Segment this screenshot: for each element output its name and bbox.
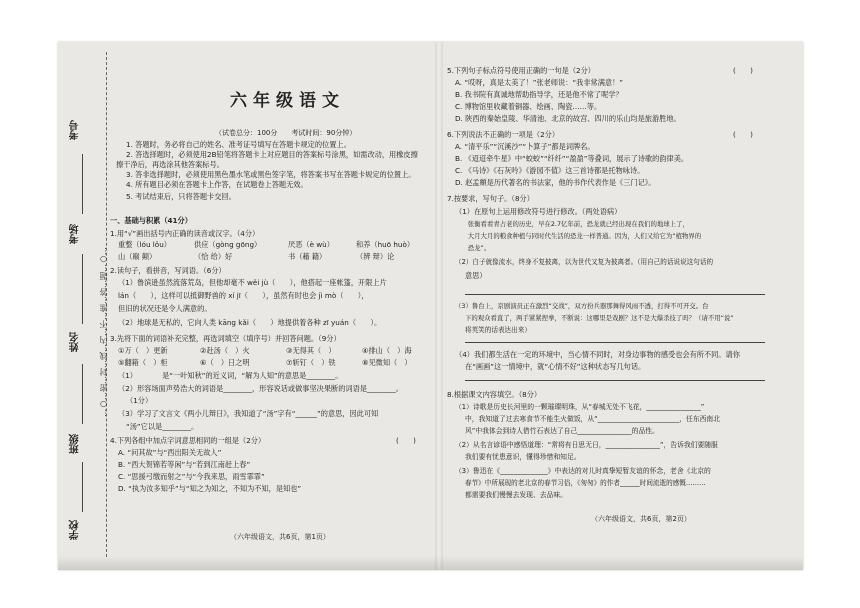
q7-line: 下的观众看直了，两手紧紧捏拳，不断说：这哪里是戏剧？这不是大爆杀技了吗？（请不用“说”	[465, 314, 734, 322]
note-line: 2. 答选择题时，必须使用2B铅笔将答题卡上对应题目的答案标号涂黑，如需改动，用橡皮擦	[126, 150, 418, 159]
q7-line: 将英笑的话表达出来）	[465, 326, 531, 334]
section-heading: 一、基础与积累（41分）	[110, 216, 192, 225]
q6-option[interactable]: D. 赵孟頫是历代著名的书法家，他的书作代表作是《三门记》。	[455, 178, 656, 187]
field-kaochang-line[interactable]	[82, 254, 83, 324]
q7-line: （1）在原句上运用修改符号进行修改。（两处语病）	[455, 207, 622, 216]
note-line: 1. 答题时，务必将自己的姓名、准考证号填写在答题卡规定的位置上。	[126, 140, 351, 149]
q6-option[interactable]: A. “清平乐”“沉溪沙”“卜算子”都是词牌名。	[455, 142, 595, 151]
q1-option[interactable]: （辨 辩）论	[356, 252, 395, 261]
question-4: 4.下列各组中加点字词意思相同的一组是（2分）	[110, 436, 266, 445]
q2-line: 但旧的状况还是令人满意的。	[118, 304, 212, 313]
q3-idiom[interactable]: ⑤翻箱（ ）柜	[118, 358, 168, 367]
q7-line: 在“画画”这一情境中，就“心情不好”这种状态写几句话。	[465, 362, 646, 371]
q3-idiom[interactable]: ④排山（ ）海	[362, 346, 412, 355]
q4-option[interactable]: A. “问其故”与“西出阳关无故人”	[118, 448, 222, 457]
question-8: 8.根据课文内容填空。（8分）	[447, 390, 542, 399]
q2-line: （2）地球是无私的，它向人类 kāng kǎi（ ）地提供着各种 zī yuán（ ）。	[118, 318, 382, 327]
center-fold	[435, 42, 443, 570]
q1-option[interactable]: 供应（gòng gōng）	[194, 240, 262, 249]
question-7: 7.按要求，写句子。（8分）	[447, 194, 534, 203]
q3-idiom[interactable]: ③无得其（ ）	[286, 346, 336, 355]
q8-line: 都需要我们慢慢去发现、去品味。	[465, 491, 567, 499]
paper-shadow	[58, 556, 803, 570]
note-line: 5. 考试结束后，只将答题卡交回。	[126, 192, 236, 201]
answer-bracket[interactable]: ( )	[733, 66, 753, 75]
q3-idiom[interactable]: ⑥（ ）日之明	[200, 358, 250, 367]
exam-page-2	[443, 42, 803, 570]
field-name-label: 姓名	[70, 332, 81, 352]
q3-idiom[interactable]: ⑧见微知（ ）	[362, 358, 412, 367]
field-name-line[interactable]	[82, 364, 83, 424]
q7-line: 大月大月的粮食种植与同时代生活的恐龙一样普通。因为，人们又给它为“植物界的	[455, 232, 702, 240]
field-school-label: 学校	[70, 520, 81, 540]
q6-option[interactable]: B. 《迢迢牵牛星》中“蛟蛟”“纤纤”“盈盈”等叠词，展示了诗歌的韵律美。	[455, 154, 689, 163]
answer-line[interactable]	[465, 294, 765, 295]
question-5: 5.下列句子标点符号使用正确的一句是（2分）	[447, 66, 595, 75]
q1-option[interactable]: 厌恶（è wù）	[288, 240, 334, 249]
q2-line: （1）鲁滨逊虽然流落荒岛，但他却毫不 wěi jù（ ），他搭起一座帐篷，开限上片	[118, 278, 387, 287]
field-class-label: 班级	[70, 434, 81, 454]
q4-option[interactable]: C. “思援弓缴而射之”与“今我来思，雨雪霏霏”	[118, 472, 265, 481]
q1-option[interactable]: 和养（huō huò）	[356, 240, 415, 249]
q8-line: 我们要有忧患意识，懂得珍惜和知足。	[465, 453, 581, 461]
exam-page-1	[58, 42, 435, 570]
q3-line: （2）形容场面声势浩大的词语是________，形容说话或做事坚决果断的词语是________。	[118, 384, 403, 393]
q8-line: （3）鲁迅在《______________》中表达的对儿时真挚短暂友谊的怀念，老舍《北京的	[455, 467, 711, 475]
q3-idiom[interactable]: ⑦斩钉（ ）铁	[286, 358, 336, 367]
q1-option[interactable]: （恰 给）好	[194, 252, 233, 261]
q7-line: 张衡看看青占老的历史，早在2.7亿年前，恐龙就已经出现在我们的地球上了，	[455, 220, 689, 228]
q5-option[interactable]: A. “哎呀，真是太美了！”张老师说：“我非常满意！”	[455, 78, 624, 87]
q3-line: （1） 是“一叶知秋”的近义词，“解为人知”的意思是________。	[118, 371, 343, 380]
seal-warning-text: …○…密…封…线…内…不…准…答…题…○…	[99, 247, 108, 417]
q5-option[interactable]: B. 我书院有真诚地帮助指导学，还是他不常了呢学？	[455, 90, 623, 99]
page-footer: （六年级语文，共6页，第1页）	[230, 533, 330, 541]
page-footer: （六年级语文，共6页，第2页）	[591, 515, 691, 523]
q4-option[interactable]: D. “执为汝多知乎”与“知之为知之，不知为不知，是知也”	[118, 484, 302, 493]
q8-line: （2）从名言谚语中感悟道理：“常将有日思无日，________________”，告诉我们要随服	[455, 441, 718, 449]
question-3: 3.先将下面的词语补充完整，再选词填空（填序号）并回答问题。（9分）	[110, 334, 341, 343]
q3-line: “汤”它以是________。	[126, 422, 199, 431]
exam-title: 六年级语文	[230, 91, 345, 111]
q8-line: （1）诗歌是历史长河里的一颗璀璨明珠，从“春城无处不飞花，________________”	[455, 403, 705, 411]
q8-line: 风”中我体会到诗人借竹石表达了自己________________的品性。	[465, 427, 659, 435]
question-1: 1.用“√”画出括号内正确的读音或汉字。（4分）	[110, 229, 260, 238]
exam-sheet	[58, 42, 803, 570]
q5-option[interactable]: C. 博物馆里收藏着铜器、绘画、陶瓷……等。	[455, 102, 602, 111]
note-line: 擦干净后，再选涂其他答案标号。	[116, 160, 224, 169]
q3-line: （1分）	[126, 396, 153, 405]
q2-line: lán（ ），这样可以抵御野兽的 xí jī（ ），虽然有时也会 jì mò（ ），	[118, 291, 369, 300]
q3-line: （3）学习了文言文《两小儿辩日》，我知道了“汤”字有“______”的意思，因此可知	[118, 409, 379, 418]
note-line: 3. 答非选择题时，必须使用黑色墨水笔或黑色签字笔，将答案书写在答题卡规定的位置上。	[126, 170, 416, 179]
q7-line: （4）我们都生活在一定的环境中，当心情不同时，对身边事物的感受也会有所不同。请你	[455, 350, 740, 359]
q8-line: 中，我知道了过去寒食节不能生火做饭，从“________________________，任东西南北	[465, 415, 721, 423]
binding-margin	[58, 42, 120, 570]
q7-line: 意思）	[465, 271, 487, 280]
q5-option[interactable]: D. 陕西的秦始皇陵、华清池、北京的故宫、四川的乐山均是旅游胜地。	[455, 114, 681, 123]
q7-line: （3）鲁台上，京剧演员正在激烈“交战”，双方扮兵器那舞得风雨不透，打得不可开交。台	[455, 302, 709, 310]
answer-bracket[interactable]: ( )	[396, 436, 416, 445]
answer-bracket[interactable]: ( )	[733, 130, 753, 139]
question-2: 2.读句子，看拼音，写词语。（6分）	[110, 266, 226, 275]
field-kaohao-line[interactable]	[82, 154, 83, 214]
field-class-line[interactable]	[82, 462, 83, 512]
q1-option[interactable]: 重整（lóu lǒu）	[118, 240, 171, 249]
q7-line: （2）白子就像流水，终身不复披离，以为世代又复为披离者。（用自己的话说说这句话的	[455, 258, 714, 266]
exam-meta: （试卷总分：100分 考试时间：90分钟）	[215, 129, 357, 137]
answer-line[interactable]	[465, 342, 765, 343]
q3-idiom[interactable]: ①万（ ）更新	[118, 346, 168, 355]
field-kaohao-label: 考号	[70, 120, 81, 140]
question-6: 6.下列说法不正确的一项是（2分）	[447, 130, 560, 139]
q7-line: 恐龙”。	[455, 244, 491, 252]
answer-line[interactable]	[465, 380, 765, 381]
q4-option[interactable]: B. “西大贺锦若等闲”与“若到江南赶上春”	[118, 460, 251, 469]
q1-option[interactable]: 山（巅 颠）	[118, 252, 157, 261]
note-line: 4. 所有题目必须在答题卡上作答，在试题卷上答题无效。	[126, 180, 308, 189]
q6-option[interactable]: C. 《马诗》《石灰吟》《游园不值》这三首诗都是托物咏诗。	[455, 166, 645, 175]
q3-idiom[interactable]: ②赴汤（ ）火	[200, 346, 250, 355]
field-kaochang-label: 考场	[70, 224, 81, 244]
q8-line: 春节》中所展现的老北京的春节习俗，《匆匆》的作者______时间流逝的感慨………	[465, 479, 706, 487]
q1-option[interactable]: 书（藉 籍）	[288, 252, 327, 261]
